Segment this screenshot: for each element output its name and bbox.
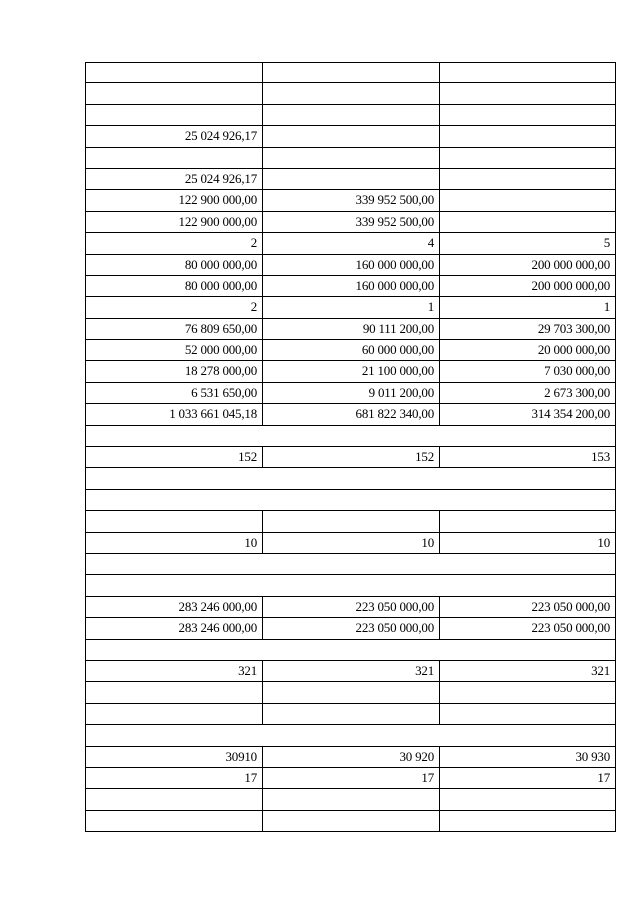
table-cell: 1 (439, 297, 616, 317)
table-row (85, 640, 616, 661)
table-cell: 18 278 000,00 (85, 361, 262, 381)
table-cell: 152 (85, 447, 262, 467)
table-row (85, 704, 616, 725)
table-cell (439, 704, 616, 724)
table-cell: 122 900 000,00 (85, 190, 262, 210)
table-row (85, 276, 616, 297)
table-cell: 681 822 340,00 (262, 404, 439, 424)
table-cell-merged (85, 426, 616, 446)
table-row (85, 447, 616, 468)
table-cell (439, 63, 616, 82)
table-cell-merged (85, 725, 616, 745)
table-cell: 321 (85, 661, 262, 681)
table-cell (262, 789, 439, 809)
table-cell: 10 (85, 533, 262, 553)
table-row (85, 789, 616, 810)
table-cell: 1 033 661 045,18 (85, 404, 262, 424)
table-cell (85, 704, 262, 724)
table-row (85, 426, 616, 447)
table-cell (439, 148, 616, 168)
table-cell (85, 63, 262, 82)
table-row (85, 255, 616, 276)
table-cell: 160 000 000,00 (262, 276, 439, 296)
table-cell-merged (85, 490, 616, 510)
table-cell: 223 050 000,00 (262, 597, 439, 617)
table-row (85, 148, 616, 169)
table-cell (262, 811, 439, 831)
table-row (85, 490, 616, 511)
table-cell (439, 789, 616, 809)
table-cell: 20 000 000,00 (439, 340, 616, 360)
table-row (85, 575, 616, 596)
table-row (85, 361, 616, 382)
table-cell: 321 (262, 661, 439, 681)
table-cell: 1 (262, 297, 439, 317)
table-cell (439, 105, 616, 125)
table-cell: 80 000 000,00 (85, 276, 262, 296)
table-cell: 314 354 200,00 (439, 404, 616, 424)
table-cell: 283 246 000,00 (85, 597, 262, 617)
table-cell: 200 000 000,00 (439, 255, 616, 275)
table-cell: 122 900 000,00 (85, 212, 262, 232)
table-row (85, 319, 616, 340)
table-cell (85, 511, 262, 531)
table-cell (439, 682, 616, 702)
table-cell (439, 811, 616, 831)
table-cell: 29 703 300,00 (439, 319, 616, 339)
table-cell (262, 682, 439, 702)
table-cell: 30910 (85, 747, 262, 767)
table-cell (85, 148, 262, 168)
table-cell: 17 (262, 768, 439, 788)
table-cell-merged (85, 468, 616, 488)
table-row (85, 340, 616, 361)
table-cell: 223 050 000,00 (439, 618, 616, 638)
table-row (85, 811, 616, 832)
table-cell: 17 (439, 768, 616, 788)
table-cell: 2 (85, 297, 262, 317)
table-row (85, 725, 616, 746)
table-row (85, 169, 616, 190)
table-cell (439, 190, 616, 210)
table-cell: 2 673 300,00 (439, 383, 616, 403)
table-cell: 152 (262, 447, 439, 467)
table-cell (439, 83, 616, 103)
table-cell: 10 (439, 533, 616, 553)
table-row (85, 661, 616, 682)
table-cell: 10 (262, 533, 439, 553)
table-row (85, 468, 616, 489)
table-cell (439, 126, 616, 146)
table-cell (262, 511, 439, 531)
table-row (85, 190, 616, 211)
table-cell: 30 920 (262, 747, 439, 767)
table-cell (262, 169, 439, 189)
table-cell: 200 000 000,00 (439, 276, 616, 296)
table-cell: 153 (439, 447, 616, 467)
table-cell: 76 809 650,00 (85, 319, 262, 339)
table-row (85, 554, 616, 575)
table-cell: 5 (439, 233, 616, 253)
table-cell: 223 050 000,00 (262, 618, 439, 638)
table-cell (85, 83, 262, 103)
table-cell: 2 (85, 233, 262, 253)
table-cell-merged (85, 575, 616, 595)
table-cell (85, 105, 262, 125)
table-row (85, 297, 616, 318)
table-cell: 4 (262, 233, 439, 253)
table-cell: 30 930 (439, 747, 616, 767)
table-row (85, 212, 616, 233)
table-cell: 21 100 000,00 (262, 361, 439, 381)
table-cell (439, 212, 616, 232)
table-cell (262, 105, 439, 125)
table-cell (439, 511, 616, 531)
table-cell: 7 030 000,00 (439, 361, 616, 381)
table-cell: 6 531 650,00 (85, 383, 262, 403)
table-cell (262, 704, 439, 724)
table-cell: 339 952 500,00 (262, 190, 439, 210)
table-cell: 90 111 200,00 (262, 319, 439, 339)
table-cell (262, 148, 439, 168)
table-row (85, 105, 616, 126)
table-cell (439, 169, 616, 189)
table-cell: 17 (85, 768, 262, 788)
table-cell: 25 024 926,17 (85, 169, 262, 189)
table-row (85, 682, 616, 703)
table-cell-merged (85, 554, 616, 574)
table-row (85, 233, 616, 254)
table-row (85, 747, 616, 768)
table-row (85, 768, 616, 789)
table-cell: 283 246 000,00 (85, 618, 262, 638)
table-row (85, 62, 616, 83)
table-cell: 339 952 500,00 (262, 212, 439, 232)
table-cell: 9 011 200,00 (262, 383, 439, 403)
table-cell: 321 (439, 661, 616, 681)
table-row (85, 511, 616, 532)
data-table (85, 62, 616, 832)
table-cell: 223 050 000,00 (439, 597, 616, 617)
table-row (85, 597, 616, 618)
table-row (85, 383, 616, 404)
table-row (85, 83, 616, 104)
table-cell (85, 682, 262, 702)
table-cell (85, 811, 262, 831)
table-row (85, 618, 616, 639)
table-cell: 60 000 000,00 (262, 340, 439, 360)
table-cell (262, 126, 439, 146)
table-cell: 52 000 000,00 (85, 340, 262, 360)
table-cell-merged (85, 640, 616, 660)
table-cell (262, 63, 439, 82)
table-row (85, 126, 616, 147)
table-row (85, 404, 616, 425)
table-cell (85, 789, 262, 809)
table-cell: 160 000 000,00 (262, 255, 439, 275)
table-cell: 80 000 000,00 (85, 255, 262, 275)
table-cell (262, 83, 439, 103)
table-cell: 25 024 926,17 (85, 126, 262, 146)
table-row (85, 533, 616, 554)
